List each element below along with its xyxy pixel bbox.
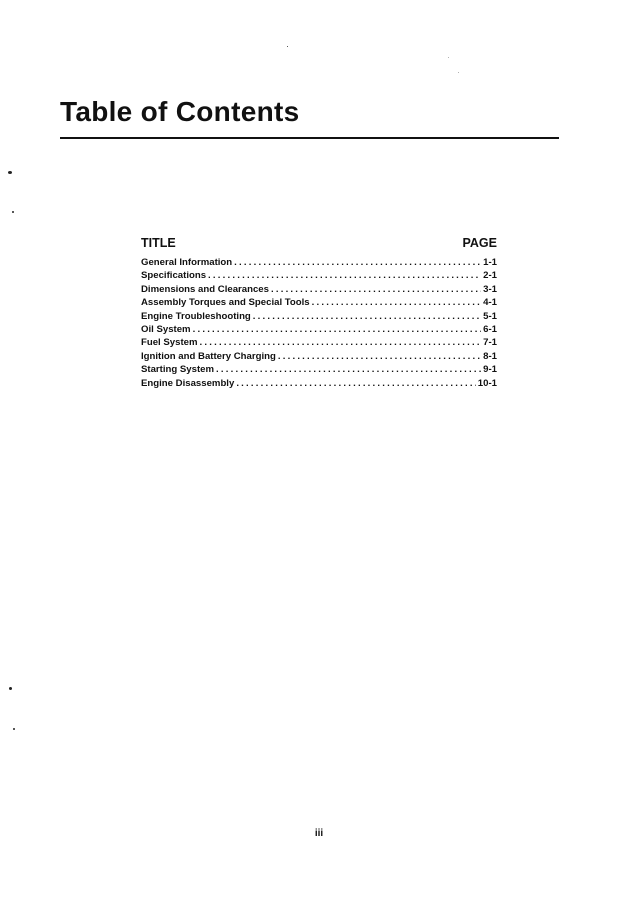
toc-entry-label: Engine Troubleshooting: [141, 310, 251, 322]
toc-entry-label: Oil System: [141, 323, 191, 335]
toc-entry-page: 8-1: [483, 350, 497, 362]
dot-leader: [271, 283, 481, 296]
toc-entry-page: 6-1: [483, 323, 497, 335]
toc-entry-label: General Information: [141, 257, 233, 268]
scan-speck: [9, 687, 12, 690]
toc-entry-label: Specifications: [141, 270, 207, 282]
toc-entry-page: 1-1: [483, 257, 497, 268]
dot-leader: [278, 350, 481, 363]
toc-entry[interactable]: [141, 283, 497, 296]
toc-entry-label: Starting System: [141, 364, 215, 376]
toc-entry[interactable]: [141, 336, 497, 349]
scan-speck: [13, 728, 15, 730]
toc-entry[interactable]: [141, 323, 497, 336]
toc-entry-label: Ignition and Battery Charging: [141, 350, 276, 362]
toc-entry[interactable]: [141, 296, 497, 309]
toc-entry-page: 4-1: [483, 297, 497, 309]
page-title: Table of Contents: [60, 96, 300, 127]
title-column-header: TITLE: [141, 236, 176, 250]
toc-header: [141, 236, 497, 250]
toc-entry[interactable]: [141, 269, 497, 282]
toc-entry[interactable]: [141, 350, 497, 363]
scan-speck: [287, 46, 288, 47]
toc-entry-label: Engine Disassembly: [141, 377, 235, 389]
dot-leader: [234, 256, 481, 269]
dot-leader: [216, 363, 481, 376]
toc-entry[interactable]: [141, 377, 497, 390]
scan-speck: [458, 72, 459, 73]
page-number: iii: [314, 828, 324, 839]
toc-entry[interactable]: [141, 310, 497, 323]
toc-entry-page: 7-1: [483, 337, 497, 349]
dot-leader: [253, 310, 481, 323]
dot-leader: [236, 377, 475, 390]
toc-entry[interactable]: [141, 363, 497, 376]
dot-leader: [193, 323, 482, 336]
toc-entry-label: Assembly Torques and Special Tools: [141, 297, 310, 309]
toc-entry-label: Dimensions and Clearances: [141, 283, 269, 295]
page-column-header: PAGE: [462, 236, 497, 250]
toc-entry-page: 2-1: [483, 270, 497, 282]
toc-entry-page: 5-1: [483, 310, 497, 322]
dot-leader: [208, 269, 481, 282]
toc-entry[interactable]: [141, 256, 497, 269]
dot-leader: [200, 336, 482, 349]
scan-speck: [8, 171, 12, 174]
title-divider: [60, 137, 559, 139]
toc-entry-label: Fuel System: [141, 337, 198, 349]
toc-entry-page: 9-1: [483, 364, 497, 376]
scan-speck: [448, 57, 449, 58]
table-of-contents: [141, 236, 497, 390]
toc-entry-page: 10-1: [477, 377, 497, 389]
toc-entry-page: 3-1: [483, 283, 497, 295]
scan-speck: [12, 211, 14, 213]
dot-leader: [312, 296, 481, 309]
